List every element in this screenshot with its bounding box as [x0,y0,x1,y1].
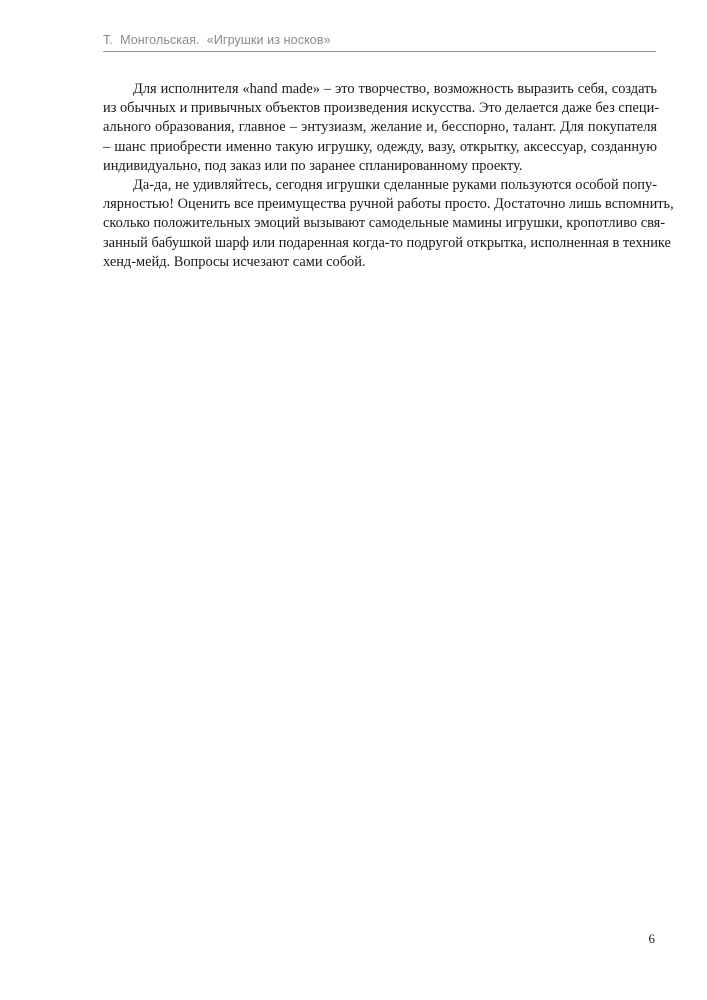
paragraph-line: лярностью! Оценить все преимущества ручной работы просто. Достаточно лишь вспомнить, [103,196,674,213]
paragraph-2 [103,176,674,272]
paragraph-line: – шанс приобрести именно такую игрушку, одежду, вазу, открытку, аксессуар, созданную [103,138,657,155]
page-number: 6 [648,931,655,946]
paragraph-line: Для исполнителя «hand made» – это творчество, возможность выразить себя, создать [133,81,657,97]
paragraph-line: из обычных и привычных объектов произведения искусства. Это делается даже без специ- [103,100,660,117]
running-header: Т. Монгольская. «Игрушки из носков» [103,33,331,47]
paragraph-line: ального образования, главное – энтузиазм, желание и, бесспорно, талант. Для покупателя [103,119,657,136]
paragraph-line: индивидуально, под заказ или по заранее спланированному проекту. [103,157,523,174]
paragraph-line: Да-да, не удивляйтесь, сегодня игрушки сделанные руками пользуются особой попу- [133,177,657,194]
paragraph-line: занный бабушкой шарф или подаренная когда-то подругой открытка, исполненная в технике [103,234,671,251]
paragraph-line: хенд-мейд. Вопросы исчезают сами собой. [103,253,366,270]
paragraph-1 [103,80,660,176]
paragraph-line: сколько положительных эмоций вызывают самодельные мамины игрушки, кропотливо свя- [103,215,666,232]
body-text [103,80,674,272]
header-divider [103,51,656,52]
